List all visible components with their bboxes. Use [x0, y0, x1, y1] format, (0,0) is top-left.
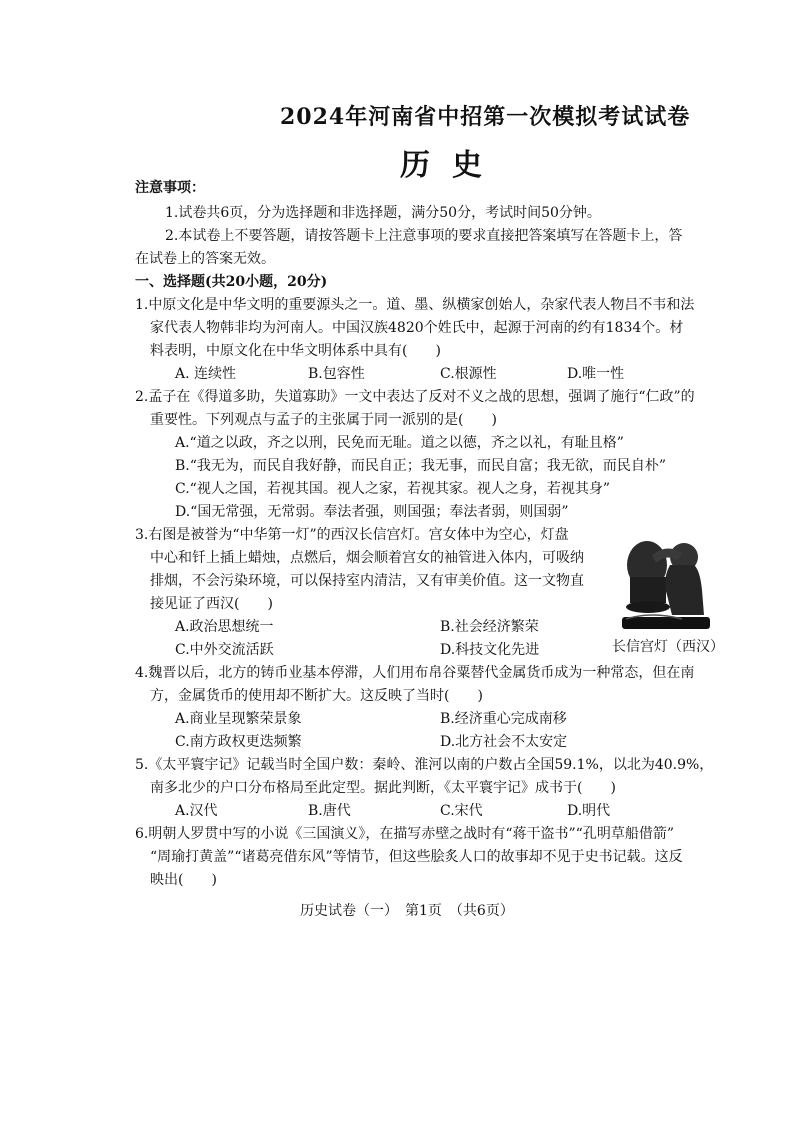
q4-option-b: B.经济重心完成南移	[440, 711, 567, 727]
q3-option-d: D.科技文化先进	[440, 642, 540, 658]
q3-option-c: C.中外交流活跃	[175, 642, 274, 658]
palace-lamp-drawing	[612, 535, 722, 635]
exam-title: 2024年河南省中招第一次模拟考试试卷	[280, 104, 691, 130]
q6-line-1: 6.明朝人罗贯中写的小说《三国演义》，在描写赤壁之战时有“蒋干盗书”“孔明草船借箭”	[135, 826, 674, 842]
notice-item-1: 1.试卷共6页，分为选择题和非选择题，满分50分，考试时间50分钟。	[165, 205, 601, 221]
q1-option-c: C.根源性	[440, 366, 497, 382]
q2-option-b: B.“我无为，而民自我好静，而民自正；我无事，而民自富；我无欲，而民自朴”	[175, 458, 667, 474]
q5-option-c: C.宋代	[440, 803, 483, 819]
q3-line-4: 接见证了西汉( )	[150, 596, 273, 612]
q5-line-2: 南多北少的户口分布格局至此定型。据此判断，《太平寰宇记》成书于( )	[150, 780, 616, 796]
subject-title: 历史	[400, 148, 504, 183]
q4-option-d: D.北方社会不太安定	[440, 734, 568, 750]
q5-line-1: 5.《太平寰宇记》记载当时全国户数：秦岭、淮河以南的户数占全国59.1%，以北为40.9%，	[135, 757, 714, 773]
q6-line-2: “周瑜打黄盖”“诸葛亮借东风”等情节，但这些脍炙人口的故事却不见于史书记载。这反	[150, 849, 683, 865]
q1-option-d: D.唯一性	[567, 366, 625, 382]
q2-option-c: C.“视人之国，若视其国。视人之家，若视其家。视人之身，若视其身”	[175, 481, 610, 497]
section-heading: 一、选择题(共20小题，20分)	[135, 274, 328, 290]
q4-line-1: 4.魏晋以后，北方的铸币业基本停滞，人们用布帛谷粟替代金属货币成为一种常态，但在南	[135, 665, 695, 681]
q2-option-d: D.“国无常强，无常弱。奉法者强，则国强；奉法者弱，则国弱”	[175, 504, 569, 520]
q4-option-a: A.商业呈现繁荣景象	[175, 711, 302, 727]
q2-option-a: A.“道之以政，齐之以刑，民免而无耻。道之以德，齐之以礼，有耻且格”	[175, 435, 624, 451]
notice-item-2-line-1: 2.本试卷上不要答题，请按答题卡上注意事项的要求直接把答案填写在答题卡上，答	[165, 228, 683, 244]
q3-line-3: 排烟，不会污染环境，可以保持室内清洁，又有审美价值。这一文物直	[150, 573, 584, 589]
q3-option-a: A.政治思想统一	[175, 619, 274, 635]
q1-option-b: B.包容性	[308, 366, 365, 382]
q3-line-1: 3.右图是被誉为“中华第一灯”的西汉长信宫灯。宫女体中为空心，灯盘	[135, 527, 569, 543]
q2-line-1: 2.孟子在《得道多助，失道寡助》一文中表达了反对不义之战的思想，强调了施行“仁政”的	[135, 389, 695, 405]
q5-option-d: D.明代	[567, 803, 611, 819]
palace-lamp-image	[612, 535, 722, 635]
notice-item-2-line-2: 在试卷上的答案无效。	[135, 251, 275, 267]
q4-option-c: C.南方政权更迭频繁	[175, 734, 302, 750]
q3-option-b: B.社会经济繁荣	[440, 619, 539, 635]
q5-option-a: A.汉代	[175, 803, 218, 819]
q6-line-3: 映出( )	[150, 872, 217, 888]
q4-line-2: 方，金属货币的使用却不断扩大。这反映了当时( )	[150, 688, 483, 704]
q1-option-a: A. 连续性	[175, 366, 237, 382]
palace-lamp-caption: 长信宫灯（西汉）	[612, 639, 724, 655]
notice-heading: 注意事项：	[135, 180, 205, 196]
page-footer: 历史试卷（一） 第1页 （共6页）	[300, 903, 514, 919]
q1-line-3: 料表明，中原文化在中华文明体系中具有( )	[150, 343, 441, 359]
q1-line-1: 1.中原文化是中华文明的重要源头之一。道、墨、纵横家创始人，杂家代表人物吕不韦和法	[135, 297, 695, 313]
q1-line-2: 家代表人物韩非均为河南人。中国汉族4820个姓氏中，起源于河南的约有1834个。材	[150, 320, 684, 336]
q3-line-2: 中心和钎上插上蜡烛，点燃后，烟会顺着宫女的袖管进入体内，可吸纳	[150, 550, 584, 566]
q5-option-b: B.唐代	[308, 803, 351, 819]
q2-line-2: 重要性。下列观点与孟子的主张属于同一派别的是( )	[150, 412, 497, 428]
